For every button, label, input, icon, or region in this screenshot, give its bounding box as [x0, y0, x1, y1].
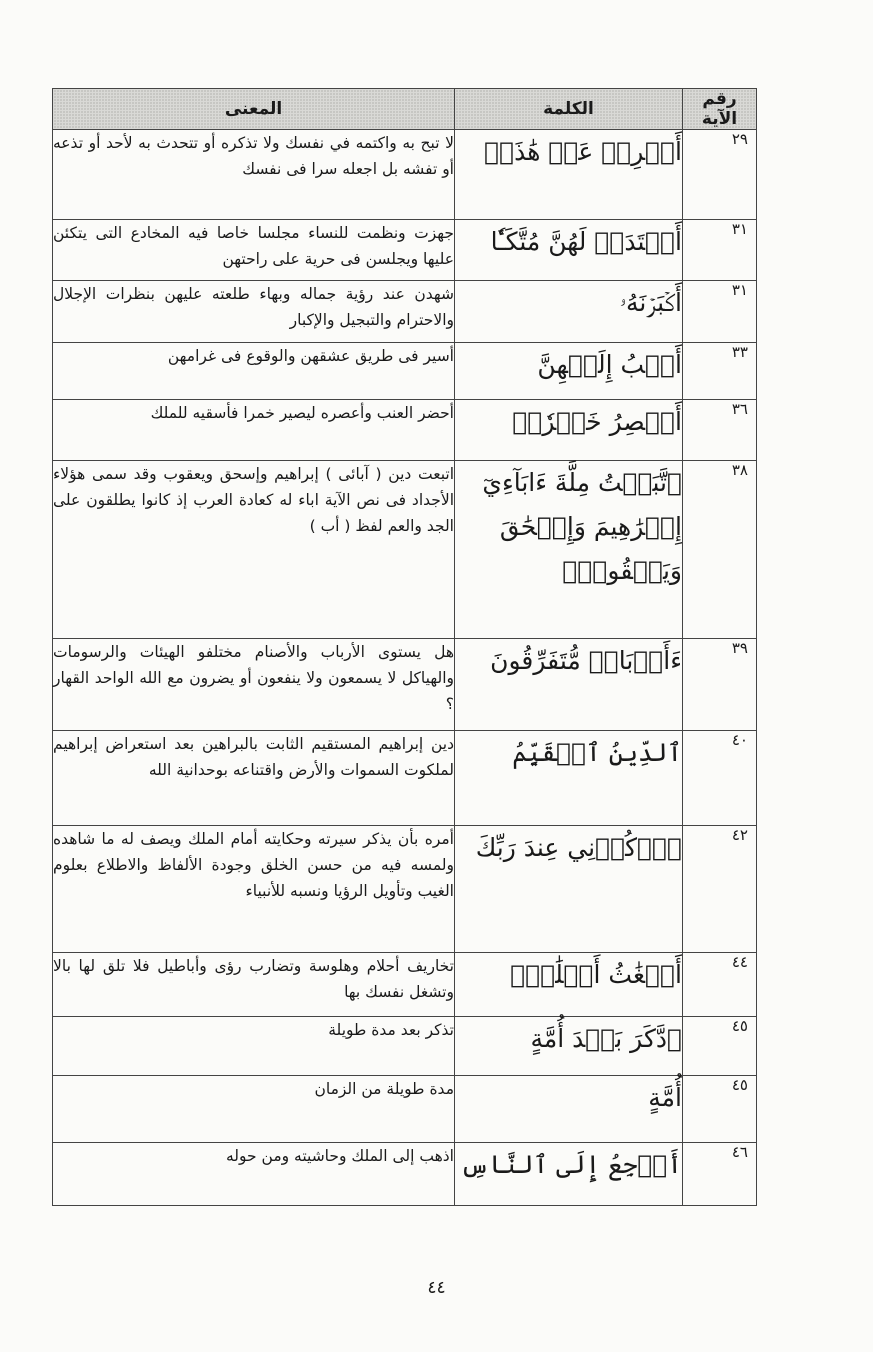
header-meaning: المعنى: [53, 89, 455, 130]
verse-number: ٤٢: [683, 826, 757, 953]
verse-number: ٣١: [683, 281, 757, 343]
word-meaning: جهزت ونظمت للنساء مجلسا خاصا فيه المخادع التى يتكئن عليها ويجلسن فى حرية على راحتهن: [53, 220, 455, 281]
verse-number: ٤٦: [683, 1143, 757, 1206]
verse-number: ٣٩: [683, 639, 757, 731]
table-row: [53, 1143, 757, 1206]
vocabulary-page: [52, 88, 756, 1206]
word-meaning: تخاريف أحلام وهلوسة وتضارب رؤى وأباطيل فلا تلق لها بالا وتشغل نفسك بها: [53, 953, 455, 1017]
verse-number: ٣٣: [683, 343, 757, 400]
word-meaning: أسير فى طريق عشقهن والوقوع فى غرامهن: [53, 343, 455, 400]
word-meaning: أحضر العنب وأعصره ليصير خمرا فأسقيه للملك: [53, 400, 455, 461]
quran-word: أَعۡرِضۡ عَنۡ هَٰذَاۚ: [455, 130, 683, 220]
table-row: [53, 1076, 757, 1143]
quran-word: أُمَّةٍ: [455, 1076, 683, 1143]
quran-word: ٱتَّبَعۡتُ مِلَّةَ ءَابَآءِيٓ إِبۡرَٰهِيمَ وَإِسۡحَٰقَ وَيَعۡقُوبَۚ: [455, 461, 683, 639]
table-row: [53, 461, 757, 639]
quran-word: أَعۡصِرُ خَمۡرٗاۖ: [455, 400, 683, 461]
vocabulary-table: [52, 88, 757, 1206]
table-row: [53, 731, 757, 826]
verse-number: ٣٦: [683, 400, 757, 461]
word-meaning: هل يستوى الأرباب والأصنام مختلفو الهيئات والرسومات والهياكل لا يسمعون ولا ينفعون أو يضرون مع الله الواحد القهار ؟: [53, 639, 455, 731]
word-meaning: لا تبح به واكتمه في نفسك ولا تذكره أو تتحدث به لأحد أو تذعه أو تفشه بل اجعله سرا فى نفسك: [53, 130, 455, 220]
verse-number: ٤٤: [683, 953, 757, 1017]
quran-word: ٱلدِّينُ ٱلۡقَيِّمُ: [455, 731, 683, 826]
word-meaning: دين إبراهيم المستقيم الثابت بالبراهين بعد استعراض إبراهيم لملكوت السموات والأرض واقتناعه بوحدانية الله: [53, 731, 455, 826]
verse-number: ٤٥: [683, 1076, 757, 1143]
quran-word: أَكۡبَرۡنَهُۥ: [455, 281, 683, 343]
quran-word: ٱذۡكُرۡنِي عِندَ رَبِّكَ: [455, 826, 683, 953]
header-verse-number: رقم الآية: [683, 89, 757, 130]
quran-word: أَضۡغَٰثُ أَحۡلَٰمٖۖ: [455, 953, 683, 1017]
word-meaning: مدة طويلة من الزمان: [53, 1076, 455, 1143]
table-row: [53, 400, 757, 461]
word-meaning: أمره بأن يذكر سيرته وحكايته أمام الملك ويصف له ما شاهده ولمسه فيه من حسن الخلق وجودة الألفاظ والاطلاع بعلوم الغيب وتأويل الرؤيا ونسبه للأنبياء: [53, 826, 455, 953]
word-meaning: اذهب إلى الملك وحاشيته ومن حوله: [53, 1143, 455, 1206]
table-row: [53, 826, 757, 953]
verse-number: ٤٠: [683, 731, 757, 826]
table-row: [53, 130, 757, 220]
word-meaning: تذكر بعد مدة طويلة: [53, 1017, 455, 1076]
table-header-row: [53, 89, 757, 130]
verse-number: ٣٨: [683, 461, 757, 639]
quran-word: أَرۡجِعُ إِلَى ٱلنَّاسِ: [455, 1143, 683, 1206]
table-row: [53, 281, 757, 343]
table-row: [53, 343, 757, 400]
verse-number: ٣١: [683, 220, 757, 281]
table-row: [53, 1017, 757, 1076]
quran-word: أَعۡتَدَتۡ لَهُنَّ مُتَّكَـٔٗا: [455, 220, 683, 281]
page-number: ٤٤: [427, 1278, 446, 1298]
table-row: [53, 220, 757, 281]
word-meaning: اتبعت دين ( آبائى ) إبراهيم وإسحق ويعقوب وقد سمى هؤلاء الأجداد فى نص الآية اباء له كعادة العرب إذ كانوا يطلقون على الجد والعم لفظ ( أب ): [53, 461, 455, 639]
table-row: [53, 953, 757, 1017]
quran-word: ٱدَّكَرَ بَعۡدَ أُمَّةٍ: [455, 1017, 683, 1076]
quran-word: ءَأَرۡبَابٞ مُّتَفَرِّقُونَ: [455, 639, 683, 731]
verse-number: ٤٥: [683, 1017, 757, 1076]
quran-word: أَصۡبُ إِلَيۡهِنَّ: [455, 343, 683, 400]
word-meaning: شهدن عند رؤية جماله وبهاء طلعته عليهن بنظرات الإجلال والاحترام والتبجيل والإكبار: [53, 281, 455, 343]
verse-number: ٢٩: [683, 130, 757, 220]
table-row: [53, 639, 757, 731]
header-word: الكلمة: [455, 89, 683, 130]
